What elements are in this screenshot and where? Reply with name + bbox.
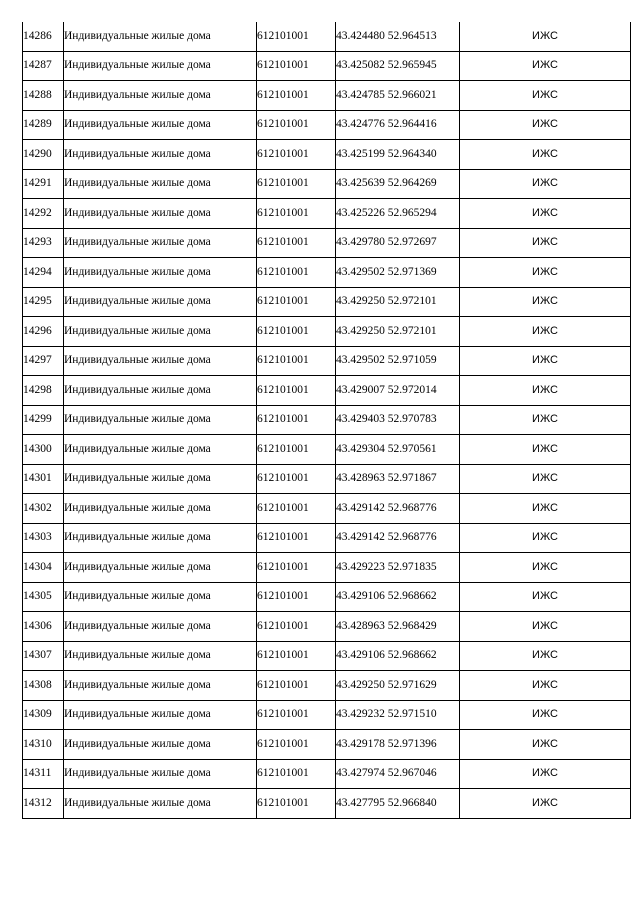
object-type-cell: Индивидуальные жилые дома xyxy=(64,700,257,730)
coordinates-cell: 43.429223 52.971835 xyxy=(336,553,460,583)
row-number-cell: 14310 xyxy=(23,730,64,760)
purpose-cell: ИЖС xyxy=(460,759,631,789)
code-cell: 612101001 xyxy=(257,258,336,288)
registry-table xyxy=(22,22,631,819)
table-row xyxy=(23,228,631,258)
object-type-cell: Индивидуальные жилые дома xyxy=(64,523,257,553)
coordinates-cell: 43.429178 52.971396 xyxy=(336,730,460,760)
code-cell: 612101001 xyxy=(257,494,336,524)
code-cell: 612101001 xyxy=(257,376,336,406)
purpose-cell: ИЖС xyxy=(460,228,631,258)
object-type-cell: Индивидуальные жилые дома xyxy=(64,346,257,376)
row-number-cell: 14305 xyxy=(23,582,64,612)
table-row xyxy=(23,110,631,140)
code-cell: 612101001 xyxy=(257,51,336,81)
table-row xyxy=(23,494,631,524)
row-number-cell: 14286 xyxy=(23,22,64,51)
coordinates-cell: 43.424480 52.964513 xyxy=(336,22,460,51)
purpose-cell: ИЖС xyxy=(460,169,631,199)
object-type-cell: Индивидуальные жилые дома xyxy=(64,641,257,671)
coordinates-cell: 43.429304 52.970561 xyxy=(336,435,460,465)
row-number-cell: 14302 xyxy=(23,494,64,524)
coordinates-cell: 43.424785 52.966021 xyxy=(336,81,460,111)
row-number-cell: 14312 xyxy=(23,789,64,819)
object-type-cell: Индивидуальные жилые дома xyxy=(64,376,257,406)
code-cell: 612101001 xyxy=(257,641,336,671)
code-cell: 612101001 xyxy=(257,523,336,553)
object-type-cell: Индивидуальные жилые дома xyxy=(64,671,257,701)
row-number-cell: 14287 xyxy=(23,51,64,81)
coordinates-cell: 43.428963 52.971867 xyxy=(336,464,460,494)
row-number-cell: 14297 xyxy=(23,346,64,376)
coordinates-cell: 43.429403 52.970783 xyxy=(336,405,460,435)
table-row xyxy=(23,789,631,819)
row-number-cell: 14288 xyxy=(23,81,64,111)
row-number-cell: 14289 xyxy=(23,110,64,140)
table-row xyxy=(23,700,631,730)
coordinates-cell: 43.429250 52.972101 xyxy=(336,287,460,317)
coordinates-cell: 43.429007 52.972014 xyxy=(336,376,460,406)
table-row xyxy=(23,405,631,435)
purpose-cell: ИЖС xyxy=(460,287,631,317)
code-cell: 612101001 xyxy=(257,405,336,435)
purpose-cell: ИЖС xyxy=(460,612,631,642)
object-type-cell: Индивидуальные жилые дома xyxy=(64,258,257,288)
coordinates-cell: 43.429232 52.971510 xyxy=(336,700,460,730)
purpose-cell: ИЖС xyxy=(460,199,631,229)
object-type-cell: Индивидуальные жилые дома xyxy=(64,110,257,140)
table-row xyxy=(23,317,631,347)
purpose-cell: ИЖС xyxy=(460,641,631,671)
purpose-cell: ИЖС xyxy=(460,22,631,51)
purpose-cell: ИЖС xyxy=(460,51,631,81)
object-type-cell: Индивидуальные жилые дома xyxy=(64,612,257,642)
coordinates-cell: 43.429502 52.971059 xyxy=(336,346,460,376)
table-row xyxy=(23,435,631,465)
code-cell: 612101001 xyxy=(257,199,336,229)
table-row xyxy=(23,671,631,701)
registry-table-body xyxy=(23,22,631,818)
table-row xyxy=(23,287,631,317)
row-number-cell: 14293 xyxy=(23,228,64,258)
purpose-cell: ИЖС xyxy=(460,582,631,612)
table-row xyxy=(23,759,631,789)
code-cell: 612101001 xyxy=(257,228,336,258)
object-type-cell: Индивидуальные жилые дома xyxy=(64,317,257,347)
object-type-cell: Индивидуальные жилые дома xyxy=(64,494,257,524)
object-type-cell: Индивидуальные жилые дома xyxy=(64,22,257,51)
object-type-cell: Индивидуальные жилые дома xyxy=(64,169,257,199)
object-type-cell: Индивидуальные жилые дома xyxy=(64,228,257,258)
row-number-cell: 14290 xyxy=(23,140,64,170)
row-number-cell: 14291 xyxy=(23,169,64,199)
purpose-cell: ИЖС xyxy=(460,523,631,553)
code-cell: 612101001 xyxy=(257,730,336,760)
row-number-cell: 14301 xyxy=(23,464,64,494)
table-row xyxy=(23,258,631,288)
object-type-cell: Индивидуальные жилые дома xyxy=(64,51,257,81)
purpose-cell: ИЖС xyxy=(460,553,631,583)
code-cell: 612101001 xyxy=(257,140,336,170)
code-cell: 612101001 xyxy=(257,22,336,51)
coordinates-cell: 43.429250 52.971629 xyxy=(336,671,460,701)
table-row xyxy=(23,523,631,553)
object-type-cell: Индивидуальные жилые дома xyxy=(64,553,257,583)
row-number-cell: 14303 xyxy=(23,523,64,553)
coordinates-cell: 43.429142 52.968776 xyxy=(336,494,460,524)
table-row xyxy=(23,81,631,111)
table-row xyxy=(23,140,631,170)
object-type-cell: Индивидуальные жилые дома xyxy=(64,759,257,789)
purpose-cell: ИЖС xyxy=(460,464,631,494)
object-type-cell: Индивидуальные жилые дома xyxy=(64,287,257,317)
table-row xyxy=(23,169,631,199)
code-cell: 612101001 xyxy=(257,612,336,642)
object-type-cell: Индивидуальные жилые дома xyxy=(64,789,257,819)
table-row xyxy=(23,199,631,229)
row-number-cell: 14309 xyxy=(23,700,64,730)
code-cell: 612101001 xyxy=(257,346,336,376)
table-row xyxy=(23,22,631,51)
coordinates-cell: 43.425639 52.964269 xyxy=(336,169,460,199)
table-row xyxy=(23,553,631,583)
purpose-cell: ИЖС xyxy=(460,140,631,170)
row-number-cell: 14295 xyxy=(23,287,64,317)
table-row xyxy=(23,464,631,494)
purpose-cell: ИЖС xyxy=(460,346,631,376)
code-cell: 612101001 xyxy=(257,287,336,317)
coordinates-cell: 43.429106 52.968662 xyxy=(336,641,460,671)
code-cell: 612101001 xyxy=(257,110,336,140)
row-number-cell: 14304 xyxy=(23,553,64,583)
object-type-cell: Индивидуальные жилые дома xyxy=(64,140,257,170)
code-cell: 612101001 xyxy=(257,81,336,111)
coordinates-cell: 43.428963 52.968429 xyxy=(336,612,460,642)
purpose-cell: ИЖС xyxy=(460,110,631,140)
purpose-cell: ИЖС xyxy=(460,405,631,435)
code-cell: 612101001 xyxy=(257,553,336,583)
row-number-cell: 14292 xyxy=(23,199,64,229)
purpose-cell: ИЖС xyxy=(460,435,631,465)
coordinates-cell: 43.429780 52.972697 xyxy=(336,228,460,258)
coordinates-cell: 43.429106 52.968662 xyxy=(336,582,460,612)
object-type-cell: Индивидуальные жилые дома xyxy=(64,405,257,435)
coordinates-cell: 43.425199 52.964340 xyxy=(336,140,460,170)
code-cell: 612101001 xyxy=(257,317,336,347)
purpose-cell: ИЖС xyxy=(460,671,631,701)
row-number-cell: 14300 xyxy=(23,435,64,465)
coordinates-cell: 43.427795 52.966840 xyxy=(336,789,460,819)
object-type-cell: Индивидуальные жилые дома xyxy=(64,582,257,612)
purpose-cell: ИЖС xyxy=(460,700,631,730)
code-cell: 612101001 xyxy=(257,700,336,730)
coordinates-cell: 43.425226 52.965294 xyxy=(336,199,460,229)
table-row xyxy=(23,51,631,81)
object-type-cell: Индивидуальные жилые дома xyxy=(64,730,257,760)
coordinates-cell: 43.429250 52.972101 xyxy=(336,317,460,347)
code-cell: 612101001 xyxy=(257,435,336,465)
code-cell: 612101001 xyxy=(257,789,336,819)
purpose-cell: ИЖС xyxy=(460,730,631,760)
row-number-cell: 14307 xyxy=(23,641,64,671)
row-number-cell: 14296 xyxy=(23,317,64,347)
table-row xyxy=(23,376,631,406)
row-number-cell: 14308 xyxy=(23,671,64,701)
code-cell: 612101001 xyxy=(257,169,336,199)
code-cell: 612101001 xyxy=(257,582,336,612)
row-number-cell: 14306 xyxy=(23,612,64,642)
purpose-cell: ИЖС xyxy=(460,494,631,524)
table-row xyxy=(23,582,631,612)
code-cell: 612101001 xyxy=(257,759,336,789)
purpose-cell: ИЖС xyxy=(460,258,631,288)
coordinates-cell: 43.424776 52.964416 xyxy=(336,110,460,140)
code-cell: 612101001 xyxy=(257,464,336,494)
purpose-cell: ИЖС xyxy=(460,376,631,406)
row-number-cell: 14311 xyxy=(23,759,64,789)
purpose-cell: ИЖС xyxy=(460,317,631,347)
coordinates-cell: 43.429502 52.971369 xyxy=(336,258,460,288)
table-row xyxy=(23,346,631,376)
row-number-cell: 14298 xyxy=(23,376,64,406)
coordinates-cell: 43.427974 52.967046 xyxy=(336,759,460,789)
table-row xyxy=(23,730,631,760)
coordinates-cell: 43.425082 52.965945 xyxy=(336,51,460,81)
object-type-cell: Индивидуальные жилые дома xyxy=(64,464,257,494)
table-row xyxy=(23,641,631,671)
row-number-cell: 14299 xyxy=(23,405,64,435)
object-type-cell: Индивидуальные жилые дома xyxy=(64,199,257,229)
table-row xyxy=(23,612,631,642)
object-type-cell: Индивидуальные жилые дома xyxy=(64,81,257,111)
code-cell: 612101001 xyxy=(257,671,336,701)
purpose-cell: ИЖС xyxy=(460,789,631,819)
coordinates-cell: 43.429142 52.968776 xyxy=(336,523,460,553)
row-number-cell: 14294 xyxy=(23,258,64,288)
object-type-cell: Индивидуальные жилые дома xyxy=(64,435,257,465)
purpose-cell: ИЖС xyxy=(460,81,631,111)
